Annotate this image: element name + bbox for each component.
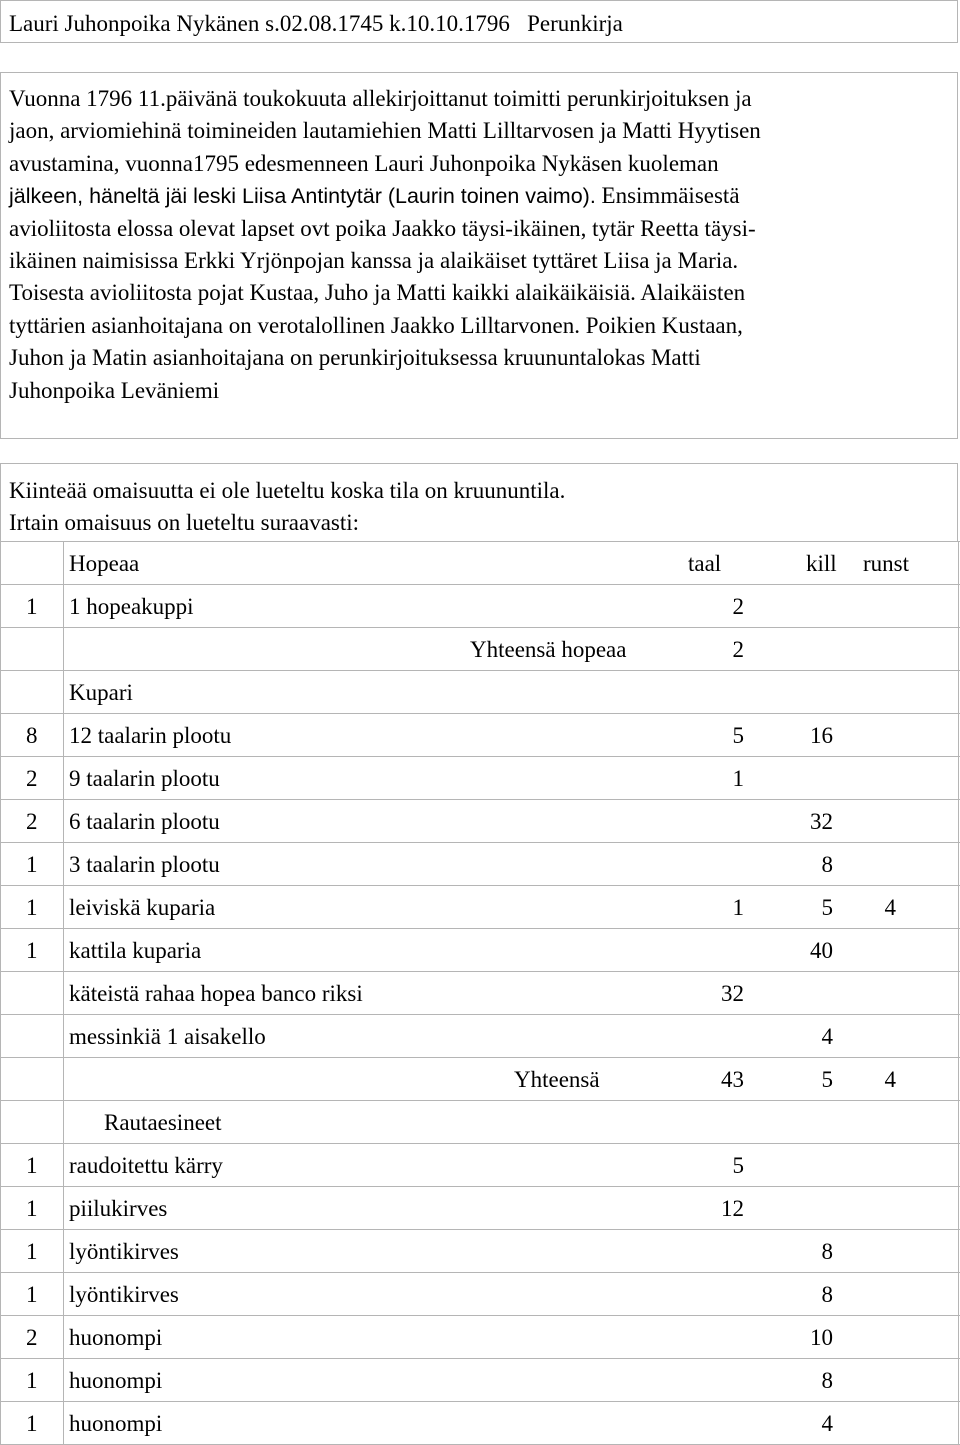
row-quantity: 1 <box>26 1239 38 1264</box>
category-heading: Kupari <box>69 680 133 705</box>
row-quantity: 1 <box>26 594 38 619</box>
item-name: 6 taalarin plootu <box>69 809 220 834</box>
row-quantity: 1 <box>26 1411 38 1436</box>
row-divider <box>0 670 960 671</box>
row-divider <box>0 756 960 757</box>
value-taal: 5 <box>732 1153 744 1178</box>
item-name: messinkiä 1 aisakello <box>69 1024 266 1049</box>
intro-line: Vuonna 1796 11.päivänä toukokuuta allekirjoittanut toimitti perunkirjoituksen ja <box>9 86 752 111</box>
intro-paragraph <box>9 83 949 407</box>
item-name: leiviskä kuparia <box>69 895 216 920</box>
intro-line <box>9 277 949 309</box>
value-kill: 32 <box>810 809 833 834</box>
item-name: 3 taalarin plootu <box>69 852 220 877</box>
value-kill: 8 <box>821 852 833 877</box>
value-kill: 4 <box>821 1024 833 1049</box>
row-divider <box>0 885 960 886</box>
row-quantity: 1 <box>26 1368 38 1393</box>
value-taal: 2 <box>732 637 744 662</box>
item-name: käteistä rahaa hopea banco riksi <box>69 981 363 1006</box>
value-kill: 8 <box>821 1368 833 1393</box>
item-name: 9 taalarin plootu <box>69 766 220 791</box>
row-divider <box>0 584 960 585</box>
column-header-taal: taal <box>688 551 722 576</box>
value-kill: 8 <box>821 1239 833 1264</box>
intro-line: avustamina, vuonna1795 edesmenneen Lauri Juhonpoika Nykäsen kuoleman <box>9 150 719 176</box>
item-name: huonompi <box>69 1411 163 1436</box>
column-divider <box>958 541 959 1444</box>
value-taal: 1 <box>732 895 744 920</box>
assets-note-box <box>0 463 958 541</box>
value-taal: 43 <box>721 1067 744 1092</box>
row-quantity: 1 <box>26 895 38 920</box>
row-quantity: 2 <box>26 1325 38 1350</box>
item-name: huonompi <box>69 1325 163 1350</box>
subtotal-label: Yhteensä <box>514 1067 600 1092</box>
value-kill: 40 <box>810 938 833 963</box>
row-quantity: 2 <box>26 766 38 791</box>
item-name: 12 taalarin plootu <box>69 723 232 748</box>
intro-line-main: tyttärien asianhoitajana on verotalollinen Jaakko Lilltarvonen. <box>9 312 580 338</box>
intro-line: Juhonpoika Leväniemi <box>9 377 220 403</box>
value-kill: 16 <box>810 723 833 748</box>
row-quantity: 1 <box>26 1196 38 1221</box>
document-title: Lauri Juhonpoika Nykänen s.02.08.1745 k.10.10.1796 Perunkirja <box>9 11 623 36</box>
column-divider <box>63 541 64 1444</box>
subtotal-label: Yhteensä hopeaa <box>470 637 627 662</box>
row-divider <box>0 1186 960 1187</box>
intro-line: ikäinen naimisissa Erkki Yrjönpojan kanssa ja alaikäiset tyttäret Liisa ja Maria. <box>9 248 739 274</box>
row-quantity: 2 <box>26 809 38 834</box>
intro-line-tail: Alaikäisten <box>640 280 746 306</box>
row-divider <box>0 928 960 929</box>
row-divider <box>0 713 960 714</box>
intro-line: Juhon ja Matin asianhoitajana on perunkirjoituksessa kruununtalokas Matti <box>9 345 701 371</box>
row-quantity: 1 <box>26 1282 38 1307</box>
value-runst: 4 <box>884 1067 896 1092</box>
column-header-runst: runst <box>863 551 909 576</box>
item-name: 1 hopeakuppi <box>69 594 194 619</box>
row-divider <box>0 1401 960 1402</box>
item-name: lyöntikirves <box>69 1239 179 1264</box>
value-kill: 5 <box>821 1067 833 1092</box>
intro-line-tail: Poikien Kustaan, <box>585 312 743 338</box>
inventory-table <box>0 541 960 1444</box>
row-quantity: 1 <box>26 852 38 877</box>
intro-line-sans: jälkeen, häneltä jäi leski Liisa Antintytär (Laurin toinen vaimo). <box>9 184 596 209</box>
item-name: piilukirves <box>69 1196 168 1221</box>
intro-line: jaon, arviomiehinä toimineiden lautamiehien Matti Lilltarvosen ja Matti Hyytisen <box>9 118 761 144</box>
value-taal: 12 <box>721 1196 744 1221</box>
value-kill: 8 <box>821 1282 833 1307</box>
real-estate-note: Kiinteää omaisuutta ei ole lueteltu koska tila on kruununtila. <box>9 478 566 503</box>
item-name: lyöntikirves <box>69 1282 179 1307</box>
row-divider <box>0 799 960 800</box>
row-quantity: 1 <box>26 1153 38 1178</box>
item-name: kattila kuparia <box>69 938 202 963</box>
row-divider <box>0 1057 960 1058</box>
movable-property-note: Irtain omaisuus on lueteltu suraavasti: <box>9 510 360 535</box>
row-divider <box>0 541 960 542</box>
intro-box <box>0 72 958 439</box>
row-quantity: 1 <box>26 938 38 963</box>
column-divider <box>0 541 1 1444</box>
row-divider <box>0 1358 960 1359</box>
item-name: huonompi <box>69 1368 163 1393</box>
row-divider <box>0 1315 960 1316</box>
value-taal: 2 <box>732 594 744 619</box>
intro-line-tail: Ensimmäisestä <box>601 183 740 209</box>
value-kill: 4 <box>821 1411 833 1436</box>
value-taal: 1 <box>732 766 744 791</box>
column-header-kill: kill <box>806 551 837 576</box>
row-divider <box>0 627 960 628</box>
row-quantity: 8 <box>26 723 38 748</box>
intro-line <box>9 180 949 212</box>
row-divider <box>0 1272 960 1273</box>
value-runst: 4 <box>884 895 896 920</box>
value-kill: 5 <box>821 895 833 920</box>
category-heading: Hopeaa <box>69 551 140 576</box>
value-taal: 5 <box>732 723 744 748</box>
title-box <box>0 0 958 43</box>
row-divider <box>0 1229 960 1230</box>
row-divider <box>0 971 960 972</box>
category-heading: Rautaesineet <box>104 1110 222 1135</box>
row-divider <box>0 1014 960 1015</box>
intro-line <box>9 310 949 342</box>
row-divider <box>0 1143 960 1144</box>
item-name: raudoitettu kärry <box>69 1153 223 1178</box>
row-divider <box>0 1100 960 1101</box>
intro-line: avioliitosta elossa olevat lapset ovt poika Jaakko täysi-ikäinen, tytär Reetta täysi- <box>9 215 756 241</box>
value-taal: 32 <box>721 981 744 1006</box>
intro-line-main: Toisesta avioliitosta pojat Kustaa, Juho ja Matti kaikki alaikäikäisiä. <box>9 280 636 306</box>
value-kill: 10 <box>810 1325 833 1350</box>
row-divider <box>0 842 960 843</box>
